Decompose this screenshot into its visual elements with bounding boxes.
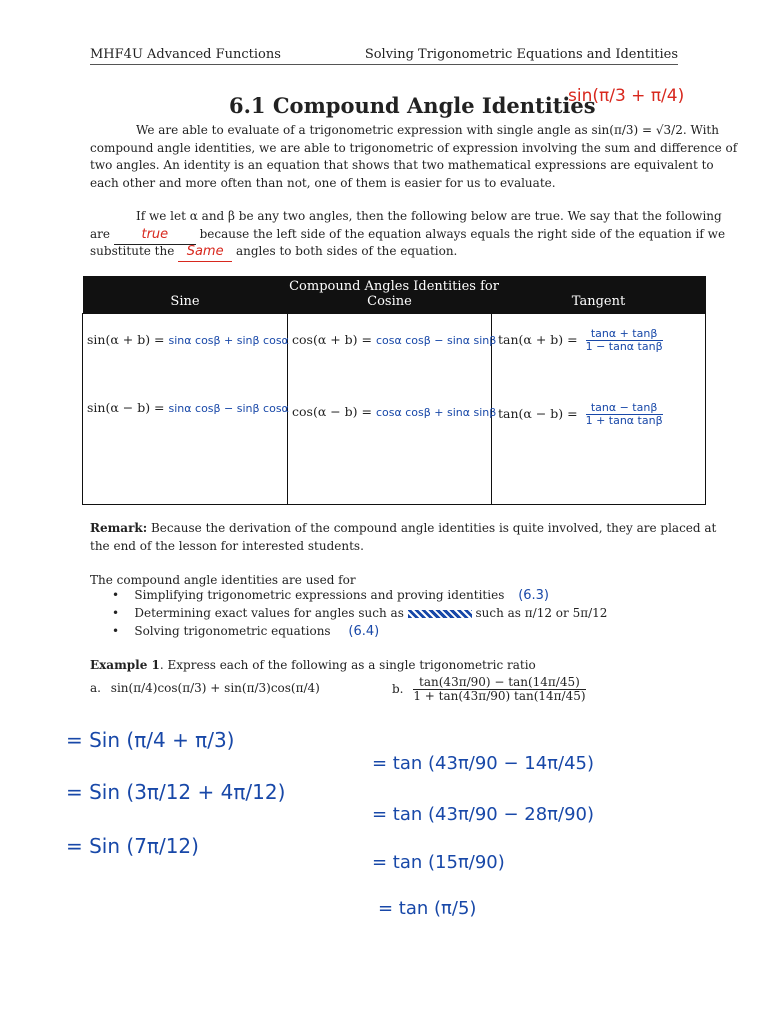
cos-plus-rhs: cosα cosβ − sinα sinβ — [376, 334, 497, 347]
work-b-3: = tan (15π/90) — [372, 852, 505, 873]
table-heading: Compound Angles Identities for — [83, 276, 706, 294]
work-b-2: = tan (43π/90 − 28π/90) — [372, 804, 595, 825]
tan-plus-rhs: $\frac{\tan\alpha + \tan\beta}{\text{1 − tanα tanβ}}$ — [585, 327, 663, 354]
work-a-2: = Sin (3π/12 + 4π/12) — [66, 780, 286, 804]
para2-line-2: are true because the left side of the equation always equals the right side of the equation if we — [90, 226, 725, 245]
example-a-expr: sin(π/4)cos(π/3) + sin(π/3)cos(π/4) — [110, 681, 320, 695]
remark-label: Remark: — [90, 521, 148, 535]
example-label: Example 1 — [90, 658, 160, 672]
cos-minus-rhs: cosα cosβ + sinα sinβ — [376, 406, 497, 419]
col-sine: Sine — [83, 294, 288, 314]
example-line: Example 1. Express each of the following as a single trigonometric ratio — [90, 658, 536, 672]
para2-line-1: If we let α and β be any two angles, then the following below are true. We say that the following — [136, 209, 722, 223]
scribble-mark — [408, 610, 472, 618]
intro-line-1: We are able to evaluate of a trigonometric expression with single angle as sin(π/3) = √3/2. With — [136, 123, 719, 137]
identities-table — [82, 276, 706, 505]
work-a-3: = Sin (7π/12) — [66, 834, 199, 858]
tan-minus-rhs: $\frac{\tan\alpha - \tan\beta}{\text{1 + tanα tanβ}}$ — [585, 401, 663, 428]
sin-minus-lhs: sin(α − b) = — [87, 400, 165, 415]
work-b-4: = tan (π/5) — [378, 898, 477, 919]
cell-sine — [83, 314, 288, 505]
col-cosine: Cosine — [288, 294, 492, 314]
col-tangent: Tangent — [492, 294, 706, 314]
work-b-1: = tan (43π/90 − 14π/45) — [372, 753, 595, 774]
intro-line-4: each other and more often than not, one of them is easier for us to evaluate. — [90, 176, 556, 190]
uses-intro: The compound angle identities are used for — [90, 573, 356, 587]
uses-item-3: • Solving trigonometric equations (6.4) — [112, 624, 380, 639]
annotation-top: sin(π/3 + π/4) — [568, 86, 685, 106]
cell-cosine — [288, 314, 497, 505]
cos-minus-lhs: cos(α − b) = — [292, 404, 373, 419]
remark-line-1: Remark: Because the derivation of the compound angle identities is quite involved, they are placed at — [90, 521, 717, 535]
sin-plus-lhs: sin(α + b) = — [87, 332, 165, 347]
cos-plus-lhs: cos(α + b) = — [292, 332, 373, 347]
header-right: Solving Trigonometric Equations and Identities — [364, 47, 678, 62]
work-a-1: = Sin (π/4 + π/3) — [66, 728, 235, 752]
example-b: b. $\frac{\tan(43\pi/90) - \tan(14\pi/45)}{1 + \tan(43\pi/90) \tan(14\pi/45)}$ — [392, 675, 586, 704]
header-left: MHF4U Advanced Functions — [90, 47, 281, 62]
tan-minus-lhs: tan(α − b) = — [498, 406, 578, 422]
uses-item-1: • Simplifying trigonometric expressions and proving identities (6.3) — [112, 588, 550, 603]
example-b-expr: $\frac{\tan(43\pi/90) - \tan(14\pi/45)}{1 + \tan(43\pi/90) \tan(14\pi/45)}$ — [413, 675, 586, 704]
cell-tangent — [492, 314, 706, 505]
example-a: a. sin(π/4)cos(π/3) + sin(π/3)cos(π/4) — [90, 681, 320, 695]
blank-true: true — [114, 226, 196, 245]
header-rule — [90, 64, 678, 65]
blank-same: Same — [178, 243, 232, 262]
sin-plus-rhs: sinα cosβ + sinβ cosα — [168, 334, 289, 347]
para2-line-3: substitute the Same angles to both sides of the equation. — [90, 243, 457, 262]
remark-line-2: the end of the lesson for interested students. — [90, 539, 364, 553]
tan-plus-lhs: tan(α + b) = — [498, 332, 578, 348]
page-title: 6.1 Compound Angle Identities — [229, 93, 596, 118]
intro-line-2: compound angle identities, we are able to trigonometric of expression involving the sum and difference of — [90, 141, 738, 155]
uses-item-2: • Determining exact values for angles such as such as π/12 or 5π/12 — [112, 606, 608, 620]
intro-line-3: two angles. An identity is an equation that shows that two mathematical expressions are equivalent to — [90, 158, 714, 172]
sin-minus-rhs: sinα cosβ − sinβ cosα — [168, 402, 289, 415]
